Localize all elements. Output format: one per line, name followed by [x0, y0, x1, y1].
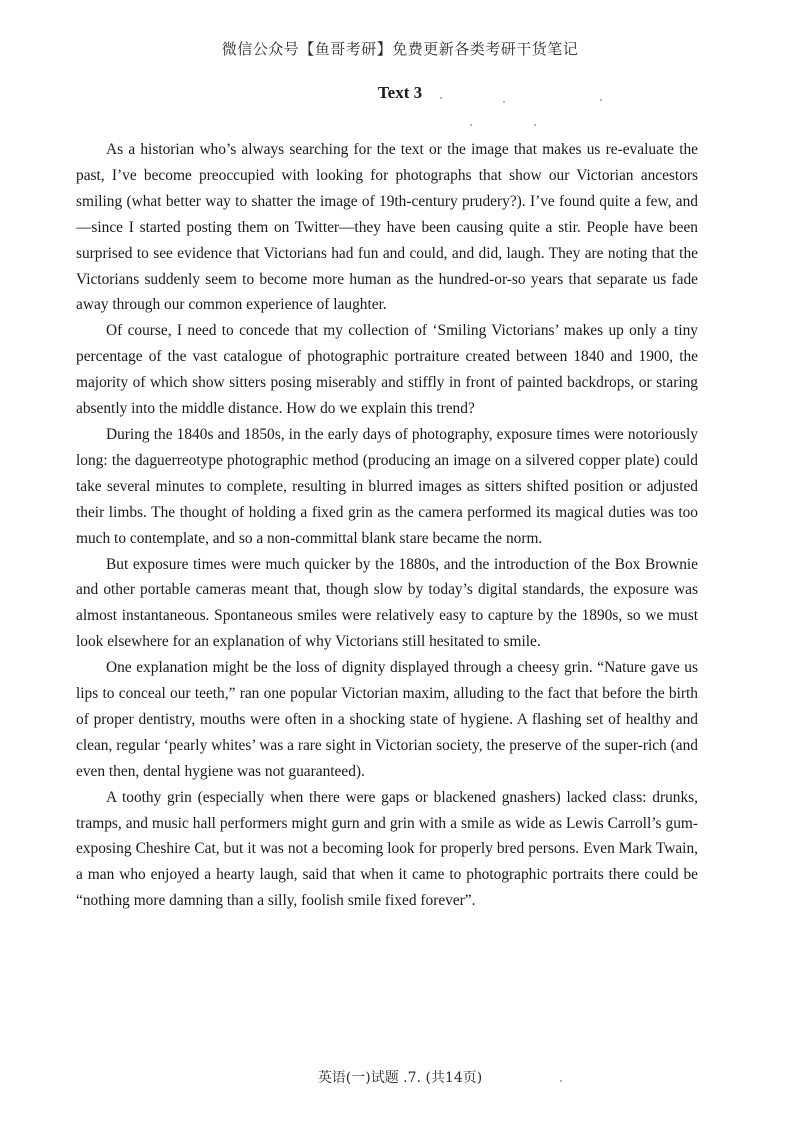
paragraph-4: But exposure times were much quicker by the 1880s, and the introduction of the Box Brownie and other portable cameras meant that, though slow by today’s digital standards, the exposure was almost instantaneous. Spontaneous smiles were relatively easy to capture by the 1890s, so we must look elsewhere for an explanation of why Victorians still hesitated to smile.	[76, 555, 698, 651]
scan-speck	[503, 101, 505, 103]
scan-speck	[600, 99, 602, 101]
paragraph-1: As a historian who’s always searching for the text or the image that makes us re-evaluate the past, I’ve become preoccupied with looking for photographs that show our Victorian ancestors smiling (what better way to shatter the image of 19th-century prudery?). I’ve found quite a few, and—since I started posting them on Twitter—they have been causing quite a stir. People have been surprised to see evidence that Victorians had fun and could, and did, laugh. They are noting that the Victorians suddenly seem to become more human as the hundred-or-so years that separate us fade away through our common experience of laughter.	[76, 141, 698, 314]
paragraph-2: Of course, I need to concede that my collection of ‘Smiling Victorians’ makes up only a tiny percentage of the vast catalogue of photographic portraiture created between 1840 and 1900, the majority of which show sitters posing miserably and stiffly in front of painted backdrops, or staring absently into the middle distance. How do we explain this trend?	[76, 322, 698, 418]
page-footer: 英语(一)试题 .7. (共14页)	[317, 1070, 483, 1086]
scan-speck	[534, 124, 536, 126]
scan-speck	[560, 1080, 562, 1082]
paragraph-6: A toothy grin (especially when there were gaps or blackened gnashers) lacked class: drunks, tramps, and music hall performers might gurn and grin with a smile as wide as Lewis Carroll’s gum-exposing Cheshire Cat, but it was not a becoming look for properly bred persons. Even Mark Twain, a man who enjoyed a hearty laugh, said that when it came to photographic portraits there could be “nothing more damning than a silly, foolish smile fixed forever”.	[76, 788, 698, 910]
paragraph-3: During the 1840s and 1850s, in the early days of photography, exposure times were notoriously long: the daguerreotype photographic method (producing an image on a silvered copper plate) could take several minutes to complete, resulting in blurred images as sitters shifted position or adjusted their limbs. The thought of holding a fixed grin as the camera performed its magical duties was too much to contemplate, and so a non-committal blank stare became the norm.	[76, 425, 698, 547]
scan-speck	[440, 97, 442, 99]
section-title: Text 3	[377, 83, 423, 102]
scan-speck	[470, 124, 472, 126]
passage-body	[76, 137, 698, 914]
page-header-watermark: 微信公众号【鱼哥考研】免费更新各类考研干货笔记	[221, 40, 579, 58]
paragraph-5: One explanation might be the loss of dignity displayed through a cheesy grin. “Nature gave us lips to conceal our teeth,” ran one popular Victorian maxim, alluding to the fact that before the birth of proper dentistry, mouths were often in a shocking state of hygiene. A flashing set of healthy and clean, regular ‘pearly whites’ was a rare sight in Victorian society, the preserve of the super-rich (and even then, dental hygiene was not guaranteed).	[76, 659, 698, 780]
